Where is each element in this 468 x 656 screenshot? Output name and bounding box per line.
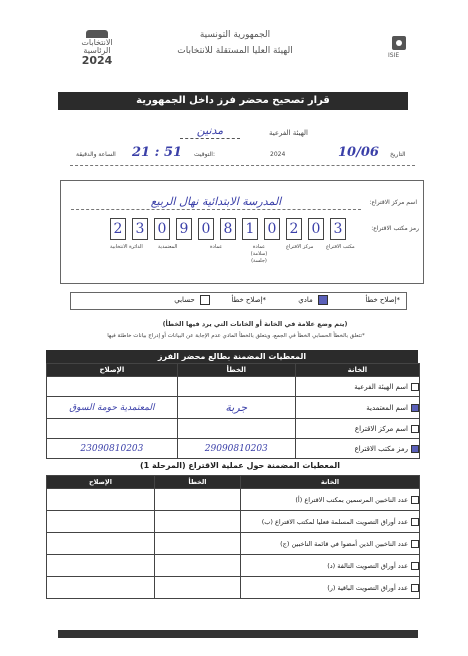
s1-row-error[interactable]	[177, 419, 295, 439]
row-label: عدد أوراق التصويت المسلمة فعليا لمكتب الاقتراع (ب)	[261, 517, 408, 526]
material-checkbox[interactable]	[318, 295, 328, 305]
row-checkbox[interactable]	[411, 540, 419, 548]
row-label: عدد الناخبين الذين أمضوا في قائمة الناخبين (ج)	[280, 539, 408, 548]
regional-value: مدنين	[180, 124, 240, 139]
row-checkbox[interactable]	[411, 383, 419, 391]
s2-row-fix[interactable]	[47, 511, 155, 533]
center-value: المدرسة الابتدائية نهال الربيع	[71, 195, 361, 210]
code-digit: 8	[220, 218, 236, 240]
table-row	[47, 419, 420, 439]
row-checkbox[interactable]	[411, 518, 419, 526]
row-label: عدد أوراق التصويت التالفة (د)	[327, 561, 408, 570]
row-label: رمز مكتب الاقتراع	[354, 444, 408, 453]
code-digit: 9	[176, 218, 192, 240]
code-legend-item: المعتمدية	[158, 244, 178, 250]
ballot-icon	[86, 30, 108, 38]
s2-row-fix[interactable]	[47, 533, 155, 555]
s1-row-label	[295, 439, 419, 459]
table-row	[47, 555, 420, 577]
row-checkbox[interactable]	[411, 584, 419, 592]
fix-error-label: *إصلاح خطأ	[231, 296, 266, 304]
s1-row-error[interactable]: جربة	[177, 397, 295, 419]
s1-col-fix: الإصلاح	[47, 364, 178, 377]
row-checkbox[interactable]	[411, 445, 419, 453]
isie-logo	[380, 30, 420, 64]
regional-label: الهيئة الفرعية	[268, 129, 308, 137]
table-row	[47, 377, 420, 397]
section2-title: المعطيات المضمنة حول عملية الاقتراع (المرحلة 1)	[139, 461, 341, 470]
republic-name: الجمهورية التونسية	[199, 30, 271, 40]
code-digit: 3	[330, 218, 346, 240]
s2-row-error[interactable]	[154, 511, 240, 533]
code-digit: 0	[308, 218, 324, 240]
time-value: 21 : 51	[132, 145, 183, 160]
s2-row-label	[241, 489, 420, 511]
footer-band	[58, 630, 418, 638]
s1-row-fix[interactable]: المعتمدية حومة السوق	[47, 397, 178, 419]
row-label: عدد أوراق التصويت الباقية (ر)	[327, 583, 408, 592]
fix-type-row	[70, 292, 407, 310]
logo-line2: الرئاسية	[83, 46, 111, 55]
s2-col-fix: الإصلاح	[47, 476, 155, 489]
row-checkbox[interactable]	[411, 425, 419, 433]
arithmetic-checkbox[interactable]	[200, 295, 210, 305]
s2-row-error[interactable]	[154, 577, 240, 599]
s1-col-field: الخانة	[295, 364, 419, 377]
flag-icon	[392, 36, 406, 50]
note-1: (يتم وضع علامة في الخانة أو الخانات التي يرد فيها الخطأ)	[162, 320, 348, 328]
s1-row-fix[interactable]	[47, 377, 178, 397]
fix-label: *إصلاح خطأ	[365, 296, 400, 304]
code-digit: 2	[286, 218, 302, 240]
table-row	[47, 439, 420, 459]
row-label: عدد الناخبين المرسمين بمكتب الاقتراع (أ)	[295, 495, 408, 504]
material-label: مادي	[298, 296, 313, 304]
code-digit: 0	[264, 218, 280, 240]
row-label: اسم الهيئة الفرعية	[354, 382, 408, 391]
code-label: رمز مكتب الاقتراع:	[371, 225, 419, 232]
time-hint: الساعة والدقيقة	[76, 151, 116, 158]
code-digit: 0	[154, 218, 170, 240]
s2-row-label	[241, 555, 420, 577]
section1-title: المعطيات المضمنة بطالع محضر الفرز	[46, 350, 418, 363]
s2-row-fix[interactable]	[47, 555, 155, 577]
s1-row-fix[interactable]	[47, 419, 178, 439]
s2-row-error[interactable]	[154, 555, 240, 577]
date-year: 2024	[270, 151, 286, 158]
row-checkbox[interactable]	[411, 496, 419, 504]
code-legend-item: الدائرة الانتخابية	[110, 244, 143, 250]
s1-row-label	[295, 377, 419, 397]
s2-row-label	[241, 511, 420, 533]
row-label: اسم مركز الاقتراع	[354, 424, 408, 433]
date-value: 10/06	[338, 145, 379, 160]
s1-row-error[interactable]	[177, 377, 295, 397]
table-row	[47, 533, 420, 555]
center-label: اسم مركز الاقتراع:	[369, 199, 417, 206]
form-title: قرار تصحيح محضر فرز داخل الجمهورية	[58, 92, 408, 110]
s2-col-error: الخطأ	[154, 476, 240, 489]
s1-row-fix[interactable]: 23090810203	[47, 439, 178, 459]
s1-col-error: الخطأ	[177, 364, 295, 377]
elections-logo	[62, 30, 132, 66]
row-label: اسم المعتمدية	[366, 403, 408, 412]
s1-row-error[interactable]: 29090810203	[177, 439, 295, 459]
code-legend-item: عمادة	[210, 244, 223, 250]
code-digit: 1	[242, 218, 258, 240]
s2-row-error[interactable]	[154, 489, 240, 511]
code-digit: 2	[110, 218, 126, 240]
time-label: التوقيت:	[194, 151, 216, 158]
s1-row-label	[295, 397, 419, 419]
code-mid-legend: عمادة (سلامة) (جلسة)	[250, 244, 268, 264]
table-row	[47, 489, 420, 511]
fix-option-arithmetic[interactable]	[174, 295, 210, 305]
row-checkbox[interactable]	[411, 404, 419, 412]
datetime-row	[70, 145, 415, 166]
s2-row-label	[241, 533, 420, 555]
date-label: التاريخ	[390, 151, 406, 158]
isie-label: ISIE	[388, 52, 400, 59]
table-row	[47, 511, 420, 533]
s2-col-field: الخانة	[241, 476, 420, 489]
s2-row-fix[interactable]	[47, 489, 155, 511]
note-2: *تتعلق بالخطأ الحسابي الخطأ في الجمع، ويتعلق بالخطأ المادي عدم الإجابة عن البيانات أو إدراج بيانات خاطئة فيها	[107, 333, 365, 339]
code-legend-item: مكتب الاقتراع	[326, 244, 355, 250]
code-digit: 3	[132, 218, 148, 240]
header-text	[170, 30, 300, 56]
table-row	[47, 577, 420, 599]
authority-name: الهيئة العليا المستقلة للانتخابات	[177, 46, 293, 56]
table-row	[47, 397, 420, 419]
logo-line1: الانتخابات	[81, 38, 113, 47]
s2-row-label	[241, 577, 420, 599]
s1-row-label	[295, 419, 419, 439]
row-checkbox[interactable]	[411, 562, 419, 570]
code-digit: 0	[198, 218, 214, 240]
code-legend-item: مركز الاقتراع	[286, 244, 314, 250]
fix-option-material[interactable]	[298, 295, 328, 305]
s2-row-fix[interactable]	[47, 577, 155, 599]
section1-table	[46, 363, 420, 459]
section2-table	[46, 475, 420, 599]
arithmetic-label: حسابي	[174, 296, 195, 304]
s2-row-error[interactable]	[154, 533, 240, 555]
logo-year: 2024	[81, 54, 113, 67]
